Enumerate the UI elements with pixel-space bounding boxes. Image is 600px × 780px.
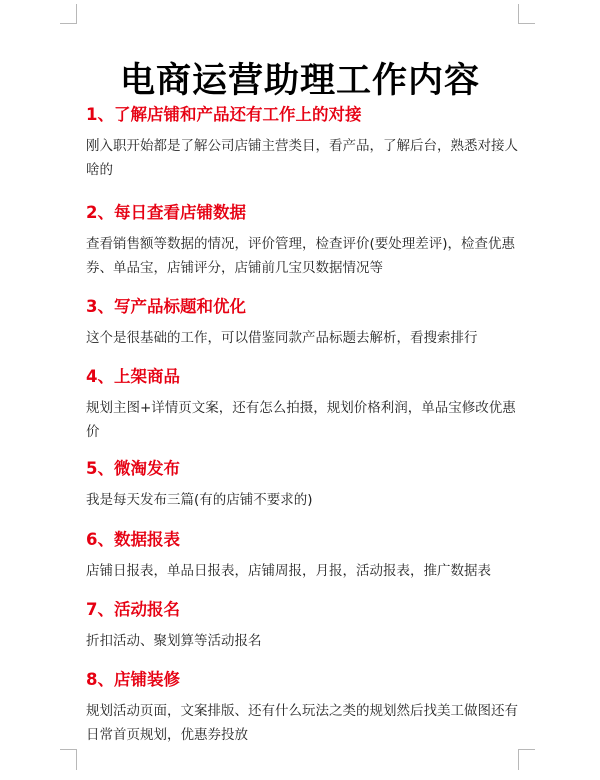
document-title: 电商运营助理工作内容	[119, 61, 480, 102]
section-4	[86, 366, 526, 458]
section-body: 店铺日报表，单品日报表，店铺周报，月报，活动报表，推广数据表	[86, 563, 491, 579]
section-8	[86, 669, 526, 759]
section-6	[86, 529, 526, 599]
section-heading: 1、了解店铺和产品还有工作上的对接	[86, 105, 362, 124]
crop-mark-top-left	[60, 4, 77, 24]
section-3	[86, 296, 526, 366]
section-heading: 2、每日查看店铺数据	[86, 203, 246, 222]
section-body: 我是每天发布三篇(有的店铺不要求的)	[86, 492, 313, 508]
section-heading: 4、上架商品	[86, 367, 180, 386]
section-heading: 6、数据报表	[86, 530, 180, 549]
section-7	[86, 599, 526, 669]
section-heading: 8、店铺装修	[86, 670, 180, 689]
section-1	[86, 104, 526, 202]
section-heading: 3、写产品标题和优化	[86, 297, 246, 316]
document-body	[86, 104, 526, 759]
section-body: 查看销售额等数据的情况，评价管理，检查评价(要处理差评)，检查优惠券、单品宝，店铺评分，店铺前几宝贝数据情况等	[86, 236, 516, 276]
section-body: 折扣活动、聚划算等活动报名	[86, 633, 262, 649]
section-body: 刚入职开始都是了解公司店铺主营类目，看产品，了解后台，熟悉对接人啥的	[86, 138, 518, 178]
section-heading: 5、微淘发布	[86, 459, 180, 478]
section-body: 这个是很基础的工作，可以借鉴同款产品标题去解析，看搜索排行	[86, 330, 478, 346]
section-heading: 7、活动报名	[86, 600, 180, 619]
section-5	[86, 458, 526, 529]
section-body: 规划活动页面，文案排版、还有什么玩法之类的规划然后找美工做图还有日常首页规划，优惠券投放	[86, 703, 518, 743]
crop-mark-bottom-left	[60, 749, 77, 770]
section-body: 规划主图+详情页文案，还有怎么拍摄，规划价格利润，单品宝修改优惠价	[86, 400, 516, 440]
crop-mark-top-right	[518, 4, 535, 24]
section-2	[86, 202, 526, 296]
